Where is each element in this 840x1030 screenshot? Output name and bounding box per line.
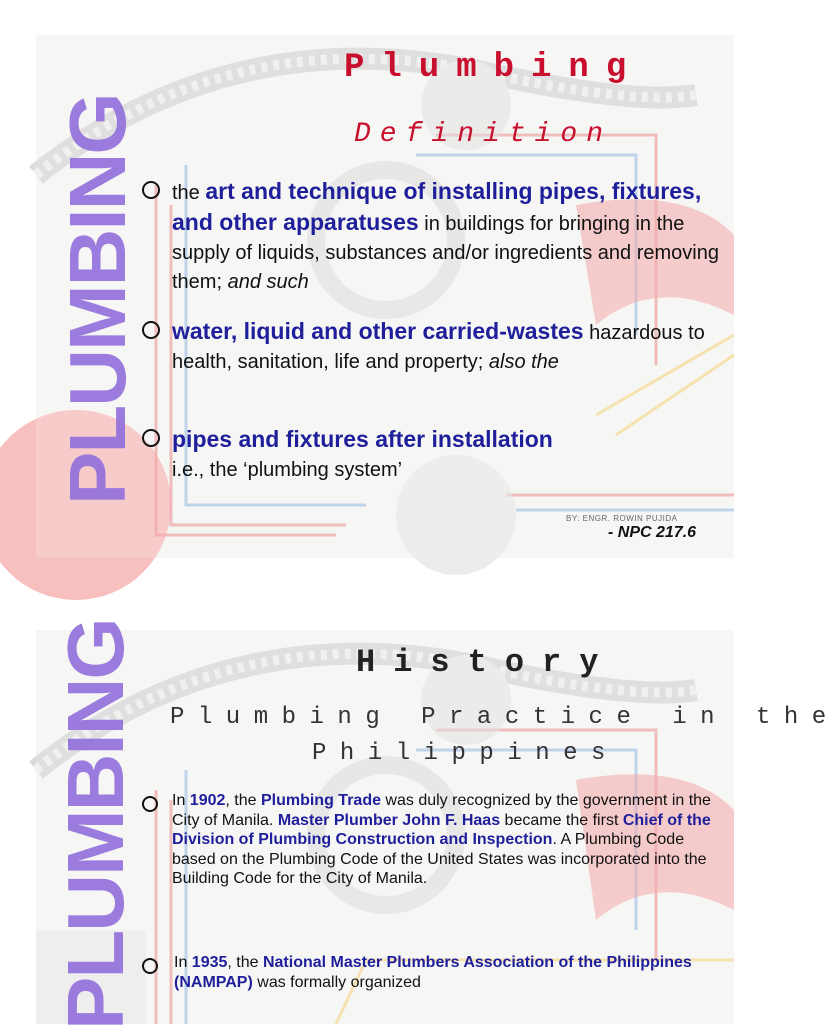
bullet-text xyxy=(172,425,732,485)
text-run: became the first xyxy=(500,811,623,829)
emphasis-text: art and technique of installing pipes, fixtures, and other apparatuses xyxy=(172,178,702,235)
bullet-text xyxy=(172,791,712,889)
slide-subtitle: Definition xyxy=(354,119,613,150)
circle-bullet-icon xyxy=(142,796,158,812)
text-run: i.e., the ‘plumbing system’ xyxy=(172,459,403,481)
text-run: , the xyxy=(225,792,261,809)
side-label: PLUMBING xyxy=(53,94,142,505)
circle-bullet-icon xyxy=(142,181,160,199)
circle-bullet-icon xyxy=(142,429,160,447)
text-run: was formally organized xyxy=(252,973,421,991)
italic-text: and such xyxy=(227,271,309,293)
text-run: . A Plumbing Code based on the Plumbing Code of the United States was incorporated into the Building Code for the City of Manila. xyxy=(172,831,707,887)
italic-text: also the xyxy=(488,351,559,373)
highlight-text: Chief of the Division of Plumbing Construction and Inspection xyxy=(172,811,711,848)
author-credit: BY: ENGR. ROWIN PUJIDA xyxy=(566,514,678,523)
highlight-text: 1902 xyxy=(189,792,226,809)
text-run: In xyxy=(174,954,192,971)
highlight-text: National Master Plumbers Association of the Philippines (NAMPAP) xyxy=(174,954,692,991)
emphasis-text: water, liquid and other carried-wastes xyxy=(172,318,584,344)
history-slide xyxy=(36,619,840,1030)
highlight-text: 1935 xyxy=(191,954,228,971)
text-run: the xyxy=(172,182,206,204)
circle-bullet-icon xyxy=(142,321,160,339)
text-run: hazardous to health, sanitation, life and property; xyxy=(172,322,705,373)
slide-subtitle-line1: Plumbing Practice in the xyxy=(170,704,840,731)
circle-bullet-icon xyxy=(142,958,158,974)
highlight-text: Master Plumber John F. Haas xyxy=(277,811,501,829)
side-label: PLUMBING xyxy=(51,619,140,1030)
emphasis-text: pipes and fixtures after installation xyxy=(172,426,553,452)
slide-title: Plumbing xyxy=(344,49,644,87)
code-reference: - NPC 217.6 xyxy=(608,524,697,541)
text-run: in buildings for bringing in the supply of liquids, substances and/or ingredients and removing them; xyxy=(172,213,719,293)
slide-subtitle-line2: Philippines xyxy=(312,740,619,767)
text-run: In xyxy=(172,792,190,809)
highlight-text: Plumbing Trade xyxy=(260,792,381,809)
bullet-text xyxy=(172,177,732,297)
definition-slide xyxy=(36,35,734,558)
text-run: was duly recognized by the government in the City of Manila. xyxy=(172,792,711,829)
bullet-text xyxy=(174,953,714,992)
slide-title: History xyxy=(356,644,617,681)
text-run: , the xyxy=(227,954,263,971)
bullet-text xyxy=(172,317,732,377)
